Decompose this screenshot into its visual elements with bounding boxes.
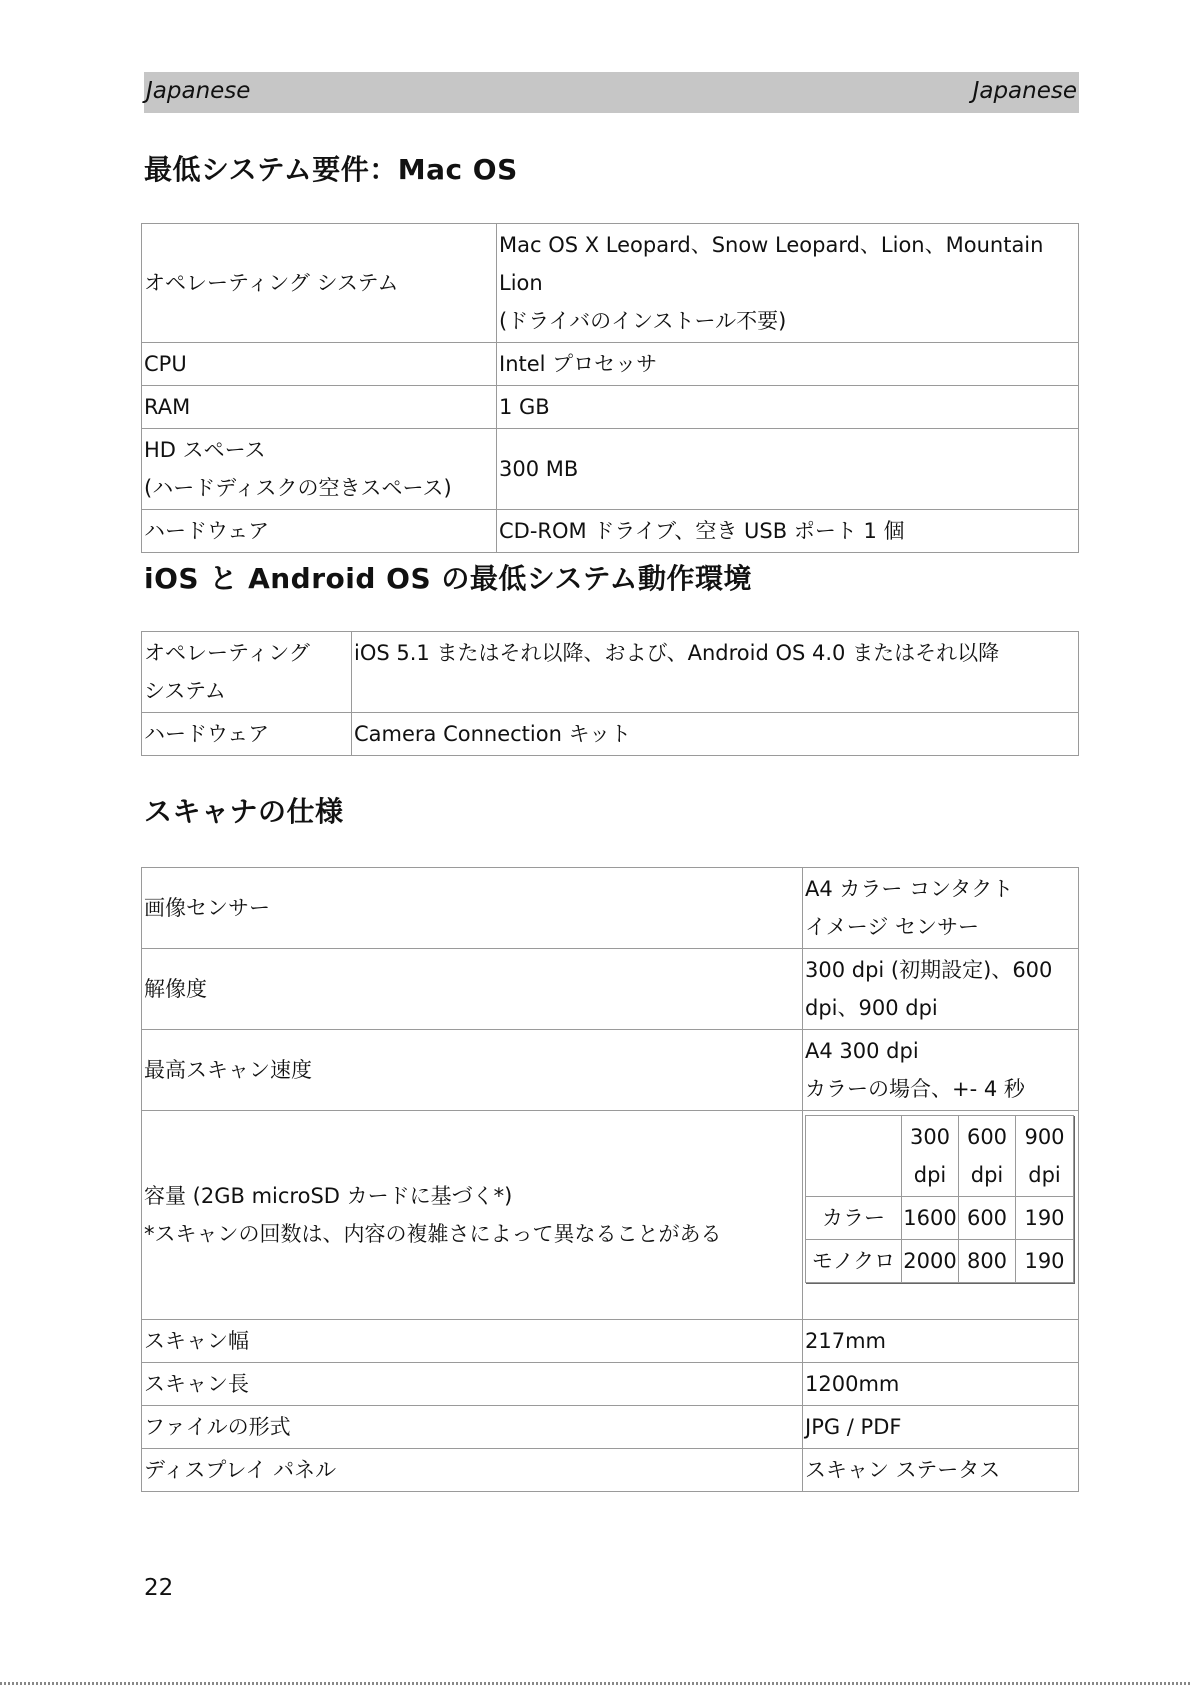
- row-label: スキャン幅: [142, 1320, 803, 1363]
- value-line: イメージ センサー: [805, 915, 980, 939]
- capacity-value: 2000: [902, 1240, 959, 1283]
- capacity-row-label: モノクロ: [806, 1240, 902, 1283]
- row-value: CD-ROM ドライブ、空き USB ポート 1 個: [497, 510, 1079, 553]
- capacity-value: 1600: [902, 1197, 959, 1240]
- table-row: [142, 224, 1079, 343]
- label-line: オペレーティング: [144, 641, 310, 665]
- label-line: システム: [144, 679, 226, 703]
- row-value: [803, 949, 1079, 1030]
- row-label: RAM: [142, 386, 497, 429]
- capacity-row-label: カラー: [806, 1197, 902, 1240]
- row-label: 画像センサー: [142, 868, 803, 949]
- row-value: JPG / PDF: [803, 1406, 1079, 1449]
- section-title-mac: 最低システム要件：Mac OS: [144, 153, 518, 186]
- row-value: 1200mm: [803, 1363, 1079, 1406]
- table-row: [142, 1406, 1079, 1449]
- row-label: ディスプレイ パネル: [142, 1449, 803, 1492]
- capacity-header-cell: [959, 1116, 1016, 1197]
- table-row: [142, 510, 1079, 553]
- row-value: Camera Connection キット: [352, 713, 1079, 756]
- table-row: [142, 1111, 1079, 1320]
- row-label: ハードウェア: [142, 510, 497, 553]
- table-row: [142, 1449, 1079, 1492]
- header-line: dpi: [1028, 1163, 1061, 1187]
- capacity-value: 190: [1016, 1240, 1074, 1283]
- table-row: [142, 343, 1079, 386]
- header-line: dpi: [970, 1163, 1004, 1187]
- value-line: A4 300 dpi: [805, 1039, 919, 1063]
- table-row: [142, 949, 1079, 1030]
- row-label: ファイルの形式: [142, 1406, 803, 1449]
- label-line: (ハードディスクの空きスペース): [144, 476, 452, 500]
- row-value: 217mm: [803, 1320, 1079, 1363]
- label-line: HD スペース: [144, 438, 266, 462]
- header-line: 300: [909, 1125, 951, 1149]
- table-row: [142, 868, 1079, 949]
- row-value: [803, 868, 1079, 949]
- value-line: カラーの場合、+- 4 秒: [805, 1077, 1025, 1101]
- header-line: dpi: [913, 1163, 947, 1187]
- value-line: A4 カラー コンタクト: [805, 877, 1014, 901]
- label-line: *スキャンの回数は、内容の複雑さによって異なることがある: [144, 1222, 722, 1246]
- capacity-value: 800: [959, 1240, 1016, 1283]
- header-right-label: Japanese: [972, 78, 1077, 104]
- capacity-header-cell: [1016, 1116, 1074, 1197]
- capacity-value: 600: [959, 1197, 1016, 1240]
- row-value: 1 GB: [497, 386, 1079, 429]
- capacity-value: 190: [1016, 1197, 1074, 1240]
- scanner-spec-table: [141, 867, 1079, 1492]
- row-label: [142, 1111, 803, 1320]
- row-value: 300 MB: [497, 429, 1079, 510]
- table-row: [142, 1030, 1079, 1111]
- mac-requirements-table: [141, 223, 1079, 553]
- page-header: [144, 72, 1079, 113]
- capacity-row: [806, 1240, 1074, 1283]
- row-label: オペレーティング システム: [142, 224, 497, 343]
- section-title-scanner: スキャナの仕様: [144, 795, 344, 828]
- table-row: [142, 1363, 1079, 1406]
- row-value: [497, 224, 1079, 343]
- row-value: Intel プロセッサ: [497, 343, 1079, 386]
- capacity-table: [805, 1115, 1074, 1283]
- section-title-mobile: iOS と Android OS の最低システム動作環境: [144, 562, 753, 595]
- row-label: CPU: [142, 343, 497, 386]
- value-line: (ドライバのインストール不要): [499, 309, 787, 333]
- capacity-header-row: [806, 1116, 1074, 1197]
- label-line: 容量 (2GB microSD カードに基づく*): [144, 1184, 513, 1208]
- table-row: [142, 632, 1079, 713]
- row-label: 解像度: [142, 949, 803, 1030]
- table-row: [142, 1320, 1079, 1363]
- capacity-row: [806, 1197, 1074, 1240]
- page-number: 22: [144, 1575, 174, 1601]
- header-line: 600: [966, 1125, 1008, 1149]
- header-line: 900: [1024, 1125, 1065, 1149]
- table-row: [142, 429, 1079, 510]
- row-label: 最高スキャン速度: [142, 1030, 803, 1111]
- row-label: [142, 429, 497, 510]
- header-left-label: Japanese: [146, 78, 251, 104]
- value-line: 300 dpi (初期設定)、600: [805, 958, 1053, 982]
- row-value: スキャン ステータス: [803, 1449, 1079, 1492]
- capacity-corner-cell: [806, 1116, 902, 1197]
- row-label: スキャン長: [142, 1363, 803, 1406]
- value-line: Mac OS X Leopard、Snow Leopard、Lion、Mountain Lion: [499, 233, 1044, 295]
- row-value: iOS 5.1 またはそれ以降、および、Android OS 4.0 またはそれ以降: [352, 632, 1079, 713]
- row-label: ハードウェア: [142, 713, 352, 756]
- value-line: dpi、900 dpi: [805, 996, 938, 1020]
- table-row: [142, 386, 1079, 429]
- mobile-requirements-table: [141, 631, 1079, 756]
- table-row: [142, 713, 1079, 756]
- capacity-header-cell: [902, 1116, 959, 1197]
- row-label: [142, 632, 352, 713]
- capacity-cell: [803, 1111, 1079, 1320]
- row-value: [803, 1030, 1079, 1111]
